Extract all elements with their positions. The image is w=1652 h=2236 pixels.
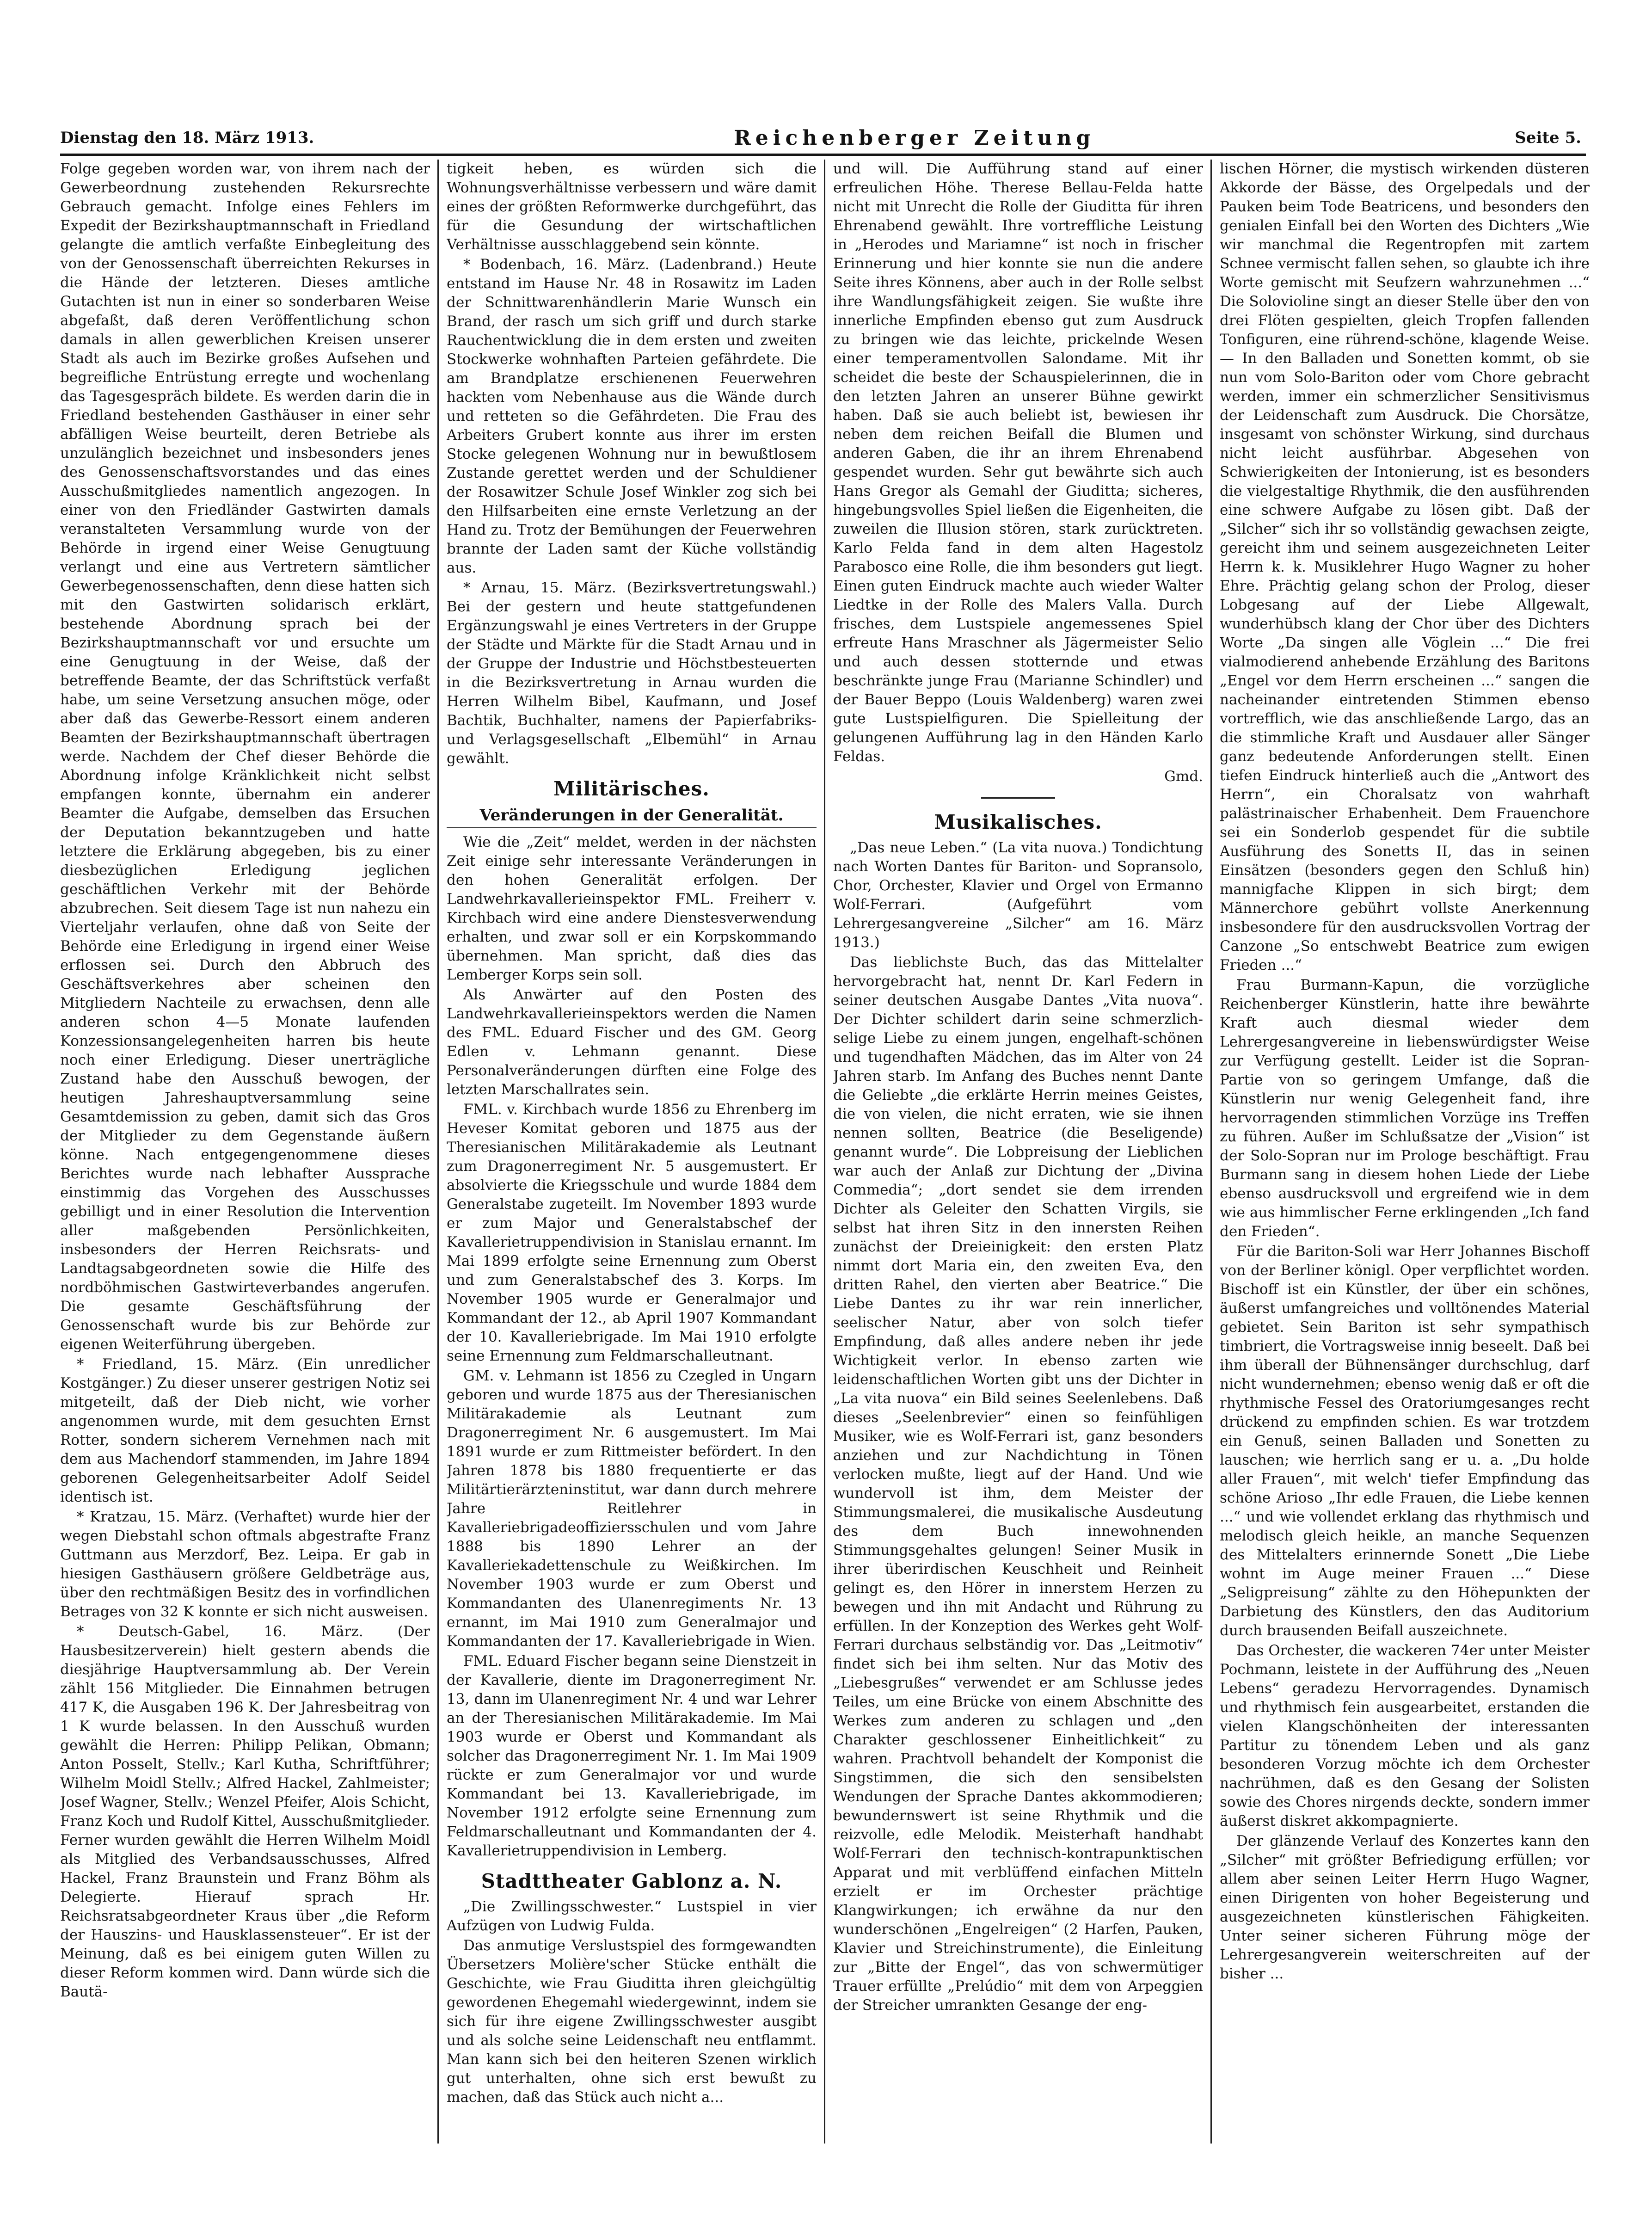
news-item-kratzau: * Kratzau, 15. März. (Verhaftet) wurde hier der wegen Diebstahl schon oftmals abgestrafte Franz Guttmann aus Merzdorf, Bez. Leipa. Er gab in hiesigen Gasthäusern größere Geldbeträge aus, über den rechtmäßigen Besitz des in vorfindlichen Betrages von 32 K konnte er sich nicht ausweisen. — [60, 1509, 430, 1620]
column-3 — [833, 160, 1203, 2144]
article-text: FML. v. Kirchbach wurde 1856 zu Ehrenberg im Heveser Komitat geboren und 1875 aus der Theresianischen Militärakademie als Leutnant zum Dragonerregiment Nr. 5 ausgemustert. Er absolvierte die Kriegsschule und wurde 1884 dem Generalstabe zugeteilt. Im November 1893 wurde er zum Major und Generalstabschef der Kavallerietruppendivision in Stanislau ernannt. Im Mai 1899 erfolgte seine Ernennung zum Oberst und zum Generalstabschef des 3. Korps. Im November 1905 wurde er Generalmajor und Kommandant der 12., ab April 1907 Kommandant der 10. Kavalleriebrigade. Im Mai 1910 erfolgte seine Ernennung zum Feldmarschalleutnant. — [447, 1101, 817, 1364]
author-signature: Gmd. — [1164, 768, 1203, 785]
article-text: GM. v. Lehmann ist 1856 zu Czegled in Ungarn geboren und wurde 1875 aus der Theresianischen Militärakademie als Leutnant zum Dragonerregiment Nr. 6 ausgemustert. Im Mai 1891 wurde er zum Rittmeister befördert. In den Jahren 1878 bis 1880 frequentierte er das Militärtierärzteninstitut, war dann durch mehrere Jahre Reitlehrer in Kavalleriebrigadeoffiziersschulen und vom Jahre 1888 bis 1890 Lehrer an der Kavalleriekadettenschule zu Weißkirchen. Im November 1903 wurde er zum Oberst und Kommandanten des Ulanenregiments Nr. 13 ernannt, im Mai 1910 zum Generalmajor und Kommandanten der 17. Kavalleriebrigade in Wien. — [447, 1367, 817, 1650]
article-text: FML. Eduard Fischer begann seine Dienstzeit in der Kavallerie, diente im Dragonerregiment Nr. 13, dann im Ulanenregiment Nr. 4 und war Lehrer an der Theresianischen Militärakademie. Im Mai 1903 wurde er Oberst und Kommandant als solcher das Dragonerregiment Nr. 1. Im Mai 1909 rückte er zum Generalmajor vor und wurde Kommandant bei 13. Kavalleriebrigade, im November 1912 erfolgte seine Ernennung zum Feldmarschalleutnant und Kommandanten der 4. Kavallerietruppendivision in Lemberg. — [447, 1653, 817, 1859]
article-text: Für die Bariton-Soli war Herr Johannes Bischoff von der Berliner königl. Oper verpflichtet worden. Bischoff ist ein Künstler, der über ein schönes, äußerst umfangreiches und volltönendes Material gebietet. Sein Bariton ist sehr sympathisch timbriert, die Vortragsweise innig beseelt. Daß bei ihm überall der Bühnensänger durchschlug, darf nicht wundernehmen; ebenso wenig daß er oft die rhythmische Fessel des Oratoriumgesanges recht drückend zu empfinden schien. Es war trotzdem ein Genuß, seinen Balladen und Sonetten zu lauschen; wie herrlich sang er u. a. „Du holde aller Frauen“, mit welch' tiefer Empfindung das schöne Arioso „Ihr edle Frauen, die Liebe kennen ...“ und wie vollendet erklang das rhythmisch und melodisch gleich heikle, an manche Sequenzen des Mittelalters erinnernde Sonett „Die Liebe wohnt im Auge meiner Frauen ...“ Diese „Seligpreisung“ zählte zu den Höhepunkten der Darbietung des Künstlers, den das Auditorium durch brausenden Beifall auszeichnete. — [1220, 1243, 1590, 1639]
column-1 — [60, 160, 430, 2144]
subheading-generalitaet: Veränderungen in der Generalität. — [447, 805, 817, 828]
concert-title: „Das neue Leben.“ (La vita nuova.) Tondichtung nach Worten Dantes für Bariton- und Sopransolo, Chor, Orchester, Klavier und Orgel von Ermanno Wolf-Ferrari. (Aufgeführt vom Lehrergesangvereine „Silcher“ am 16. März 1913.) — [833, 839, 1203, 951]
news-item-bodenbach: * Bodenbach, 16. März. (Ladenbrand.) Heute entstand im Hause Nr. 48 in Rosawitz im Laden der Schnittwarenhändlerin Marie Wunsch ein Brand, der rasch um sich griff und durch starke Rauchentwicklung die in dem ersten und zweiten Stockwerke wohnhaften Parteien gefährdete. Die am Brandplatze erschienenen Feuerwehren hackten vom Nebenhause aus die Wände durch und retteten so die Gefährdeten. Die Frau des Arbeiters Grubert konnte aus ihrer im ersten Stocke gelegenen Wohnung nur in bewußtlosem Zustande gerettet werden und der Schuldiener der Rosawitzer Schule Josef Winkler zog sich bei den Hilfsarbeiten eine ernste Verletzung an der Hand zu. Trotz der Bemühungen der Feuerwehren brannte der Laden samt der Küche vollständig aus. — [447, 256, 817, 576]
article-text: Folge gegeben worden war, von ihrem nach der Gewerbeordnung zustehenden Rekursrechte Gebrauch gemacht. Infolge eines Fehlers im Expedit der Bezirkshauptmannschaft in Friedland gelangte die amtlich verfaßte Einbegleitung des von der Genossenschaft überreichten Rekurses in die Hände der letzteren. Dieses amtliche Gutachten ist nun in einer so sonderbaren Weise abgefaßt, daß deren Veröffentlichung schon damals in allen gewerblichen Kreisen unserer Stadt als auch im Bezirke großes Aufsehen und begreifliche Entrüstung erregte und wochenlang das Tagesgespräch bildete. Es werden darin die in Friedland bestehenden Gasthäuser in einer sehr abfälligen Weise beurteilt, deren Betriebe als unzulänglich bezeichnet und insbesonders jenes des Genossenschaftsvorstandes und das eines Ausschußmitgliedes namentlich angezogen. In einer von den Friedländer Gastwirten damals veranstalteten Versammlung wurde von der Behörde in irgend einer Weise Genugtuung verlangt und eine aus Vertretern sämtlicher Gewerbegenossenschaften, denn diese hatten sich mit den Gastwirten solidarisch erklärt, bestehende Abordnung sprach bei der Bezirkshauptmannschaft vor und ersuchte um eine Genugtuung in der Weise, daß der betreffende Beamte, der das Schriftstück verfaßt habe, um seine Versetzung ansuchen möge, oder aber daß das Gewerbe-Ressort einem anderen Beamten der Bezirkshauptmannschaft übertragen werde. Nachdem der Chef dieser Behörde die Abordnung infolge Kränklichkeit nicht selbst empfangen konnte, übernahm ein anderer Beamter die Aufgabe, demselben das Ersuchen der Deputation bekanntzugeben und hatte letztere die Erklärung abgegeben, bis zu einer diesbezüglichen Erledigung jeglichen geschäftlichen Verkehr mit der Behörde abzubrechen. Seit diesem Tage ist nun nahezu ein Vierteljahr verlaufen, ohne daß von Seite der Behörde eine Erledigung in irgend einer Weise erflossen sei. Durch den Abbruch des Geschäftsverkehres aber scheinen den Mitgliedern Nachteile zu erwachsen, denn alle anderen schon 4—5 Monate laufenden Konzessionsangelegenheiten harren bis heute noch einer Erledigung. Dieser unerträgliche Zustand habe den Ausschuß bewogen, der heutigen Jahreshauptversammlung seine Gesamtdemission zu geben, damit sich das Gros der Mitglieder zu dem Gegenstande äußern könne. Nach entgegengenommene dieses Berichtes wurde nach lebhafter Aussprache einstimmig das Vorgehen des Ausschusses gebilligt und in einer Resolution die Intervention aller maßgebenden Persönlichkeiten, insbesonders der Herren Reichsrats- und Landtagsabgeordneten sowie die Hilfe des nordböhmischen Gastwirteverbandes angerufen. Die gesamte Geschäftsführung der Genossenschaft wurde bis zur Behörde zur eigenen Weiterführung übergeben. — [60, 160, 430, 1353]
article-text: Frau Burmann-Kapun, die vorzügliche Reichenberger Künstlerin, hatte ihre bewährte Kraft auch diesmal wieder dem Lehrergesangvereine in liebenswürdigster Weise zur Verfügung gestellt. Leider ist die Sopran-Partie von so geringem Umfange, daß die Künstlerin nur wenig Gelegenheit fand, ihre hervorragenden stimmlichen Vorzüge ins Treffen zu führen. Außer im Schlußsatze der „Vision“ ist der Solo-Sopran nur im Prologe beschäftigt. Frau Burmann sang in diesem hohen Liede der Liebe ebenso ausdrucksvoll und ergreifend wie in dem wie aus himmlischer Ferne erklingenden „Ich fand den Frieden“. — [1220, 977, 1590, 1240]
article-text: Das anmutige Verslustspiel des formgewandten Übersetzers Molière'scher Stücke enthält die Geschichte, wie Frau Giuditta ihren gleichgültig gewordenen Ehegemahl wiedergewinnt, indem sie sich für ihre eigene Zwillingsschwester ausgibt und als solche seine Leidenschaft neu entflammt. Man kann sich bei den heiteren Szenen wirklich gut unterhalten, ohne sich erst bewußt zu machen, daß das Stück auch nicht a... — [447, 1937, 817, 2106]
article-text: tigkeit heben, es würden sich die Wohnungsverhältnisse verbessern und wäre damit eines der größten Reformwerke durchgeführt, das für die Gesundung der wirtschaftlichen Verhältnisse ausschlaggebend sein könnte. — [447, 160, 817, 253]
article-text: und will. Die Aufführung stand auf einer erfreulichen Höhe. Therese Bellau-Felda hatte nicht mit Unrecht die Rolle der Giuditta für ihren Ehrenabend gewählt. Ihre vortreffliche Leistung in „Herodes und Mariamne“ ist noch in frischer Erinnerung und hier konnte sie nun die andere Seite ihres Könnens, aber auch in der Rolle selbst ihre Wandlungsfähigkeit zeigen. Sie wußte ihre innerliche Empfinden ebenso gut zum Ausdruck zu bringen wie das leichte, prickelnde Wesen einer temperamentvollen Salondame. Mit ihr scheidet die beste der Schauspielerinnen, die in den letzten Jahren an unserer Bühne gewirkt haben. Daß sie auch beliebt ist, bewiesen ihr neben dem reichen Beifall die Blumen und anderen Gaben, die ihr an ihrem Ehrenabend gespendet wurden. Sehr gut bewährte sich auch Hans Gregor als Gemahl der Giuditta; sicheres, hingebungsvolles Spiel ließen die Eigenheiten, die zuweilen die Illusion stören, stark zurücktreten. Karlo Felda fand in dem alten Hagestolz Parabosco eine Rolle, die ihm besonders gut liegt. Einen guten Eindruck machte auch wieder Walter Liedtke in der Rolle des Malers Valla. Durch frisches, dem Lustspiele angemessenes Spiel erfreute Hans Mraschner als Jägermeister Selio und auch dessen stotternde und etwas beschränkte junge Frau (Marianne Schindler) und der Bauer Beppo (Louis Waldenberg) waren zwei gute Lustspielfiguren. Die Spielleitung der gelungenen Aufführung lag in den Händen Karlo Feldas. — [833, 160, 1203, 765]
column-divider — [824, 160, 825, 2144]
article-text: Als Anwärter auf den Posten des Landwehrkavallerieinspektors werden die Namen des FML. Eduard Fischer und des GM. Georg Edlen v. Lehmann genannt. Diese Personalveränderungen dürften eine Folge des letzten Marschallrates sein. — [447, 986, 817, 1098]
section-heading-music: Musikalisches. — [934, 811, 1102, 833]
article-text: Das Orchester, die wackeren 74er unter Meister Pochmann, leistete in der Aufführung des „Neuen Lebens“ geradezu Hervorragendes. Dynamisch und rhythmisch fein ausgearbeitet, erstanden die vielen Klangschönheiten der interessanten Partitur zu tönendem Leben und als ganz besonderen Vorzug möchte ich dem Orchester nachrühmen, daß es den Gesang der Solisten sowie des Chores nirgends deckte, sondern immer äußerst diskret akkompagnierte. — [1220, 1642, 1590, 1829]
theater-review-title: „Die Zwillingsschwester.“ Lustspiel in vier Aufzügen von Ludwig Fulda. — [447, 1898, 817, 1934]
column-4 — [1220, 160, 1590, 2144]
column-divider — [437, 160, 439, 2144]
article-text: lischen Hörner, die mystisch wirkenden düsteren Akkorde der Bässe, des Orgelpedals und der Pauken beim Tode Beatricens, und besonders den genialen Einfall bei den Worten des Dichters „Wie wir manchmal die Regentropfen mit zartem Schnee vermischt fallen sehen, so glaubte ich ihre Worte gemischt mit Seufzern wahrzunehmen ...“ Die Soloviolinе singt an dieser Stelle über den von drei Flöten gespielten, gleich Tropfen fallenden Tonfiguren, eine rührend-schöne, klagende Weise. — In den Balladen und Sonetten kommt, ob sie nun vom Solo-Bariton oder vom Chore gebracht werden, immer ein schmerzlicher Sensitivismus der Leidenschaft zum Ausdruck. Die Chorsätze, insgesamt von schönster Wirkung, sind durchaus nicht leicht ausführbar. Abgesehen von Schwierigkeiten der Intonierung, ist es besonders die vielgestaltige Rhythmik, die den ausführenden eine schwere Aufgabe zu lösen gibt. Daß der „Silcher“ sich ihr so vollständig gewachsen zeigte, gereicht ihm und seinem ausgezeichneten Leiter Herrn k. k. Musiklehrer Hugo Wagner zu hoher Ehre. Prächtig gelang schon der Prolog, dieser Lobgesang auf der Liebe Allgewalt, wunderhübsch klang der Chor über des Dichters Worte „Da singen alle Vöglein ...“ Die frei vialmodierend anhebende Erzählung des Baritons „Engel vor dem Herrn erscheinen ...“ sangen die nacheinander eintretenden Stimmen ebenso vortrefflich, wie das anschließende Largo, das an die stimmliche Kraft und Ausdauer aller Sänger ganz bedeutende Anforderungen stellt. Einen tiefen Eindruck hinterließ auch die „Antwort des Herrn“, ein Choralsatz von wahrhaft palästrinaischer Erhabenheit. Dem Frauenchore sei ein Sonderlob gespendet für die subtile Ausführung des Sonetts II, das in seinen Einsätzen (besonders gegen den Schluß hin) mannigfache Klippen in sich birgt; dem Männerchore gebührt vollste Anerkennung insbesondere für den ausdrucksvollen Vortrag der Canzone „So entschwebt Beatrice zum ewigen Frieden ...“ — [1220, 160, 1590, 973]
article-text: Das lieblichste Buch, das das Mittelalter hervorgebracht hat, nennt Dr. Karl Federn in seiner deutschen Ausgabe Dantes „Vita nuova“. Der Dichter schildert darin seine schmerzlich-selige Liebe zu einem jungen, engelhaft-schönen und tugendhaften Mädchen, das im Alter von 24 Jahren starb. Im Anfang des Buches nennt Dante die Geliebte „die erklärte Herrin meines Geistes, die von vielen, die nicht erraten, wie sie ihnen nennen sollten, Beatrice (die Beseligende) genannt wurde“. Die Lobpreisung der Lieblichen war auch der Anlaß zur Dichtung der „Divina Commedia“; „dort sendet sie dem irrenden Dichter als Geleiter den Schatten Virgils, sie selbst hat ihren Sitz in den innersten Reihen zunächst der Dreieinigkeit: den ersten Platz nimmt dort Maria ein, den zweiten Eva, den dritten Rahel, den vierten aber Beatrice.“ Die Liebe Dantes zu ihr war rein innerlicher, seelischer Natur, aber von solch tiefer Empfindung, daß alles andere neben ihr jede Wichtigkeit verlor. In ebenso zarten wie leidenschaftlichen Worten gibt uns der Dichter in „La vita nuova“ ein Bild seines Seelenlebens. Daß dieses „Seelenbrevier“ einen so feinfühligen Musiker, wie es Wolf-Ferrari ist, ganz besonders anziehen und zur Nachdichtung in Tönen verlocken mußte, liegt auf der Hand. Und wie wundervoll ist ihm, dem Meister der Stimmungsmalerei, die musikalische Ausdeutung des dem Buch innewohnenden Stimmungsgehaltes gelungen! Seiner Musik in ihrer überirdischen Keuschheit und Reinheit gelingt es, den Hörer in innerstem Herzen zu bewegen und ihn mit Andacht und Rührung zu erfüllen. In der Konzeption des Werkes geht Wolf-Ferrari durchaus selbständig vor. Das „Leitmotiv“ findet sich bei ihm selten. Nur das Motiv des „Liebesgrußes“ verwendet er am Schlusse jedes Teiles, um eine Brücke von einem Abschnitte des Werkes zum anderen zu schlagen und „den Charakter geschlossener Einheitlichkeit“ zu wahren. Prachtvoll behandelt der Komponist die Singstimmen, die sich den sensibelsten Wendungen der Sprache Dantes akkommodieren; bewundernswert ist seine Rhythmik und die reizvolle, edle Melodik. Meisterhaft handhabt Wolf-Ferrari den technisch-kontrapunktischen Apparat und mit verblüffend einfachen Mitteln erzielt er im Orchester prächtige Klangwirkungen; ich erwähne da nur den wunderschönen „Engelreigen“ (2 Harfen, Pauken, Klavier und Streichinstrumente), die Einleitung zur „Bitte der Engel“, das von schwermütiger Trauer erfüllte „Prelúdio“ mit dem von Arpeggien der Streicher umrankten Gesange der eng- — [833, 954, 1203, 2014]
column-2 — [447, 160, 817, 2144]
header-date: Dienstag den 18. März 1913. — [60, 129, 314, 147]
section-heading-military: Militärisches. — [553, 777, 710, 800]
article-text: Wie die „Zeit“ meldet, werden in der nächsten Zeit einige sehr interessante Veränderungen in den hohen Generalität erfolgen. Der Landwehrkavallerieinspektor FML. Freiherr v. Kirchbach wird eine andere Dienstesverwendung erhalten, und zwar soll er ein Korpskommando übernehmen. Man spricht, daß dies das Lemberger Korps sein soll. — [447, 834, 817, 983]
section-separator — [981, 797, 1055, 799]
page-header — [60, 124, 1581, 152]
column-divider — [1210, 160, 1212, 2144]
news-item-friedland: * Friedland, 15. März. (Ein unredlicher Kostgänger.) Zu dieser unserer gestrigen Notiz sei mitgeteilt, daß der Dieb nicht, wie vorher angenommen wurde, mit dem gesuchten Ernst Rotter, sondern sicherem Vernehmen nach mit dem aus Machendorf stammenden, im Jahre 1894 geborenen Gelegenheitsarbeiter Adolf Seidel identisch ist. — [60, 1356, 430, 1505]
section-heading-theater: Stadttheater Gablonz a. N. — [481, 1870, 782, 1892]
header-rule — [60, 154, 1586, 156]
masthead: Reichenberger Zeitung — [734, 126, 1095, 150]
news-item-deutsch-gabel: * Deutsch-Gabel, 16. März. (Der Hausbesitzerverein) hielt gestern abends die diesjährige Hauptversammlung ab. Der Verein zählt 156 Mitglieder. Die Einnahmen betrugen 417 K, die Ausgaben 196 K. Der Jahresbeitrag von 1 K wurde belassen. In den Ausschuß wurden gewählt die Herren: Philipp Pelikan, Obmann; Anton Posselt, Stellv.; Karl Kutha, Schriftführer; Wilhelm Moidl Stellv.; Alfred Hackel, Zahlmeister; Josef Wagner, Stellv.; Wenzel Pfeifer, Alois Schicht, Franz Koch und Rudolf Kittel, Ausschußmitglieder. Ferner wurden gewählt die Herren Wilhelm Moidl als Mitglied des Verbandsausschusses, Alfred Hackel, Franz Braunstein und Franz Böhm als Delegierte. Hierauf sprach Hr. Reichsratsabgeordneter Kraus über „die Reform der Hauszins- und Hausklassensteuer“. Er ist der Meinung, daß es bei einigem guten Willen zu dieser Reform kommen wird. Dann würde sich die Bautä- — [60, 1623, 430, 2000]
article-text: Der glänzende Verlauf des Konzertes kann den „Silcher“ mit größter Befriedigung erfüllen; vor allem aber seinen Leiter Herrn Hugo Wagner, einen Dirigenten von hoher Begeisterung und ausgezeichneten künstlerischen Fähigkeiten. Unter seiner sicheren Führung möge der Lehrergesangverein weiterschreiten auf der bisher ... — [1220, 1833, 1590, 1982]
news-item-arnau: * Arnau, 15. März. (Bezirksvertretungswahl.) Bei der gestern und heute stattgefundenen Ergänzungswahl je eines Vertreters in der Gruppe der Städte und Märkte für die Stadt Arnau und in der Gruppe der Industrie und Höchstbesteuerten in die Bezirksvertretung in Arnau wurden die Herren Wilhelm Bibel, Kaufmann, und Josef Bachtik, Buchhalter, namens der Papierfabriks- und Verlagsgesellschaft „Elbemühl“ in Arnau gewählt. — [447, 579, 817, 767]
page-number: Seite 5. — [1515, 129, 1581, 147]
